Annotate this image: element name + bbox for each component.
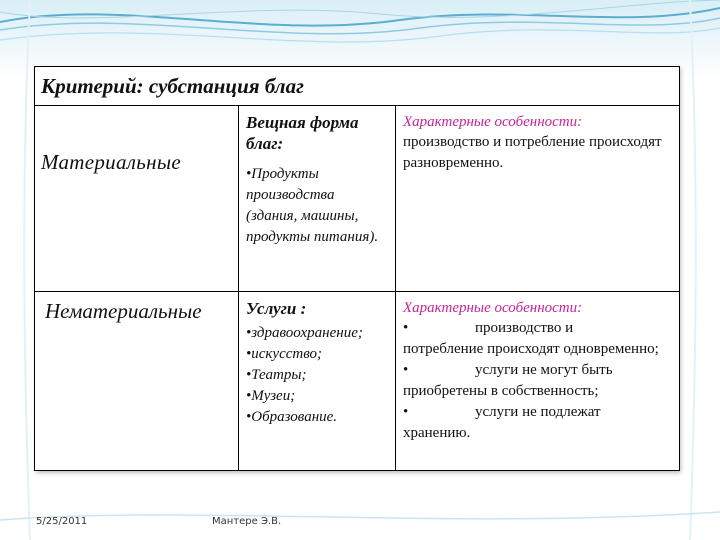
services-cell	[239, 292, 396, 471]
category-cell	[35, 106, 239, 292]
service-item: •здравоохранение;	[246, 325, 363, 341]
form-title: Вещная форма благ:	[246, 113, 359, 153]
characteristics-title: Характерные особенности:	[403, 114, 583, 130]
characteristic-bullet: • производство и	[403, 320, 574, 336]
characteristic-bullet-rest: приобретены в собственность;	[403, 383, 599, 399]
category-cell	[35, 292, 239, 471]
footer-date: 5/25/2011	[36, 516, 88, 527]
characteristics-cell	[396, 106, 680, 292]
footer-author: Мантере Э.В.	[212, 516, 282, 527]
form-cell	[239, 106, 396, 292]
characteristics-text: производство и потребление происходят разновременно.	[403, 134, 662, 171]
form-item: •Продукты производства (здания, машины, продукты питания).	[246, 166, 379, 245]
characteristics-cell	[396, 292, 680, 471]
service-item: •Образование.	[246, 409, 338, 425]
category-material: Материальные	[41, 150, 181, 174]
criteria-table	[34, 66, 679, 471]
characteristic-bullet-rest: хранению.	[403, 425, 471, 441]
characteristic-bullet-rest: потребление происходят одновременно;	[403, 341, 659, 357]
category-immaterial: Нематериальные	[45, 299, 202, 323]
table-header	[35, 67, 680, 106]
service-item: •Театры;	[246, 367, 307, 383]
characteristic-bullet: • услуги не могут быть	[403, 362, 613, 378]
service-item: •Музеи;	[246, 388, 296, 404]
services-title: Услуги :	[246, 299, 307, 318]
characteristic-bullet: • услуги не подлежат	[403, 404, 601, 420]
service-item: •искусство;	[246, 346, 323, 362]
characteristics-title: Характерные особенности:	[403, 300, 583, 316]
criterion-title: Критерий: субстанция благ	[41, 73, 304, 98]
